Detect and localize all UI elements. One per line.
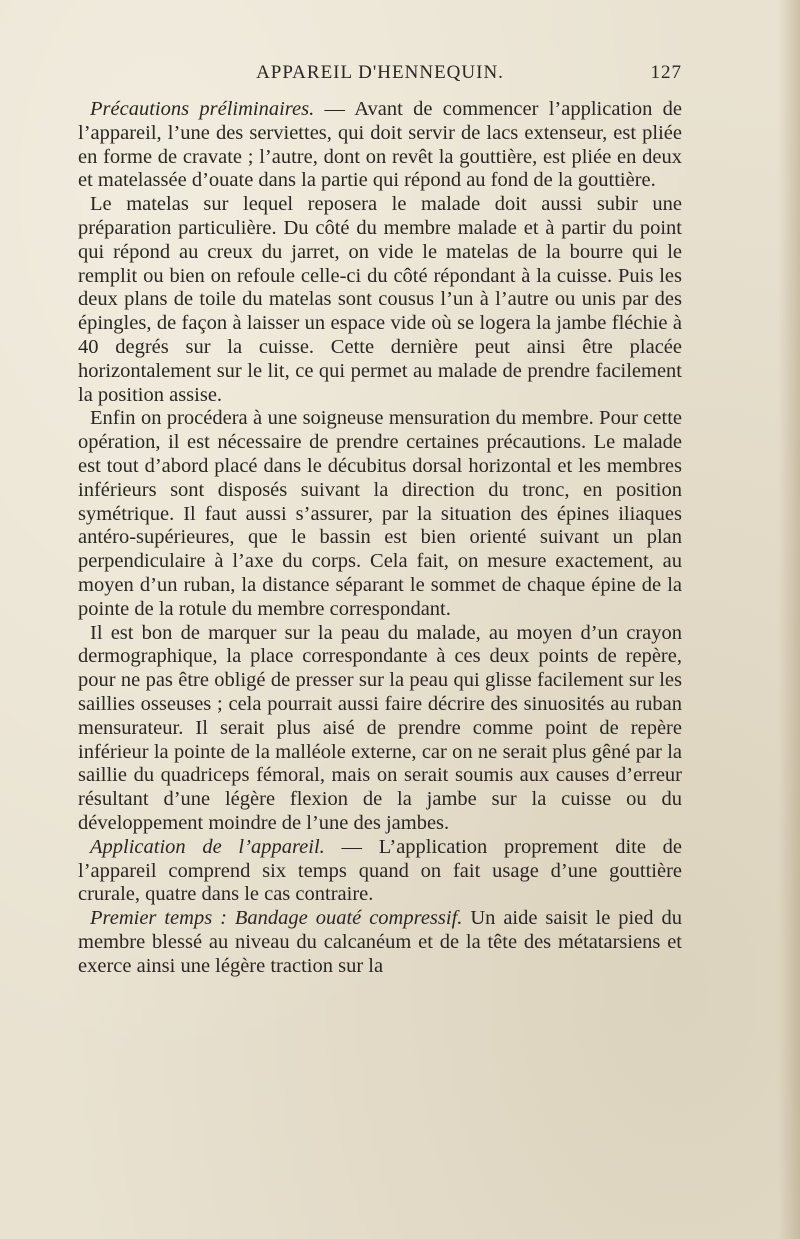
paragraph-premier-temps [78,907,682,978]
paragraph-mensuration [78,407,682,621]
paragraph-matelas [78,193,682,407]
body-text [78,98,682,978]
paragraph-lead: Application de l’appareil. [90,835,325,858]
running-header [78,62,682,90]
paragraph-lead: Précautions préliminaires. [90,98,315,120]
paragraph-text: Il est bon de marquer sur la peau du malade, au moyen d’un crayon dermographique, la place correspondante à ces deux points de repère, pour ne pas être obligé de presser sur la peau qui glisse facilement sur les saillies osseuses ; cela pourrait aussi faire décrire des sinuosités au ruban mensurateur. Il serait plus aisé de prendre comme point de repère inférieur la pointe de la malléole externe, car on ne serait plus gêné par la saillie du quadriceps fémoral, mais on serait soumis aux causes d’erreur résultant d’une légère flexion de la jambe sur la cuisse ou du développement moindre de l’une des jambes. [78,621,682,834]
paragraph-reperes [78,622,682,836]
paragraph-lead: Premier temps : Bandage ouaté compressif. [90,907,463,930]
paragraph-text: Enfin on procédera à une soigneuse mensuration du membre. Pour cette opération, il est nécessaire de prendre certaines précautions. Le malade est tout d’abord placé dans le décubitus dorsal horizontal et les membres inférieurs sont disposés suivant la direction du tronc, en position symétrique. Il faut aussi s’assurer, par la situation des épines iliaques antéro-supérieures, que le bassin est bien orienté suivant un plan perpendiculaire à l’axe du corps. Cela fait, on mesure exactement, au moyen d’un ruban, la distance séparant le sommet de chaque épine de la pointe de la rotule du membre correspondant. [78,407,682,620]
paragraph-text: Un aide saisit le pied du membre blessé au niveau du calcanéum et de la tête des métatarsiens et exerce ainsi une légère traction sur la [78,907,682,977]
paragraph-text: Le matelas sur lequel reposera le malade doit aussi subir une préparation particulière. Du côté du membre malade et à partir du point qui répond au creux du jarret, on vide le matelas de la bourre qui le remplit ou bien on refoule celle-ci du côté répondant à la cuisse. Puis les deux plans de toile du matelas sont cousus l’un à l’autre ou unis par des épingles, de façon à laisser un espace vide où se logera la jambe fléchie à 40 degrés sur la cuisse. Cette dernière peut ainsi être placée horizontalement sur le lit, ce qui permet au malade de prendre facilement la position assise. [78,193,682,406]
paragraph-text: — Avant de commencer l’application de l’appareil, l’une des serviettes, qui doit servir de lacs extenseur, est pliée en forme de cravate ; l’autre, dont on revêt la gouttière, est pliée en deux et matelassée d’ouate dans la partie qui répond au fond de la gouttière. [78,98,682,192]
page-edge-shadow [778,0,800,1239]
running-title: APPAREIL D'HENNEQUIN. [256,62,504,83]
page-number: 127 [650,62,682,83]
paragraph-precautions [78,98,682,193]
paragraph-text: — L’application proprement dite de l’appareil comprend six temps quand on fait usage d’une gouttière crurale, quatre dans le cas contraire. [78,835,682,906]
paragraph-application [78,836,682,907]
